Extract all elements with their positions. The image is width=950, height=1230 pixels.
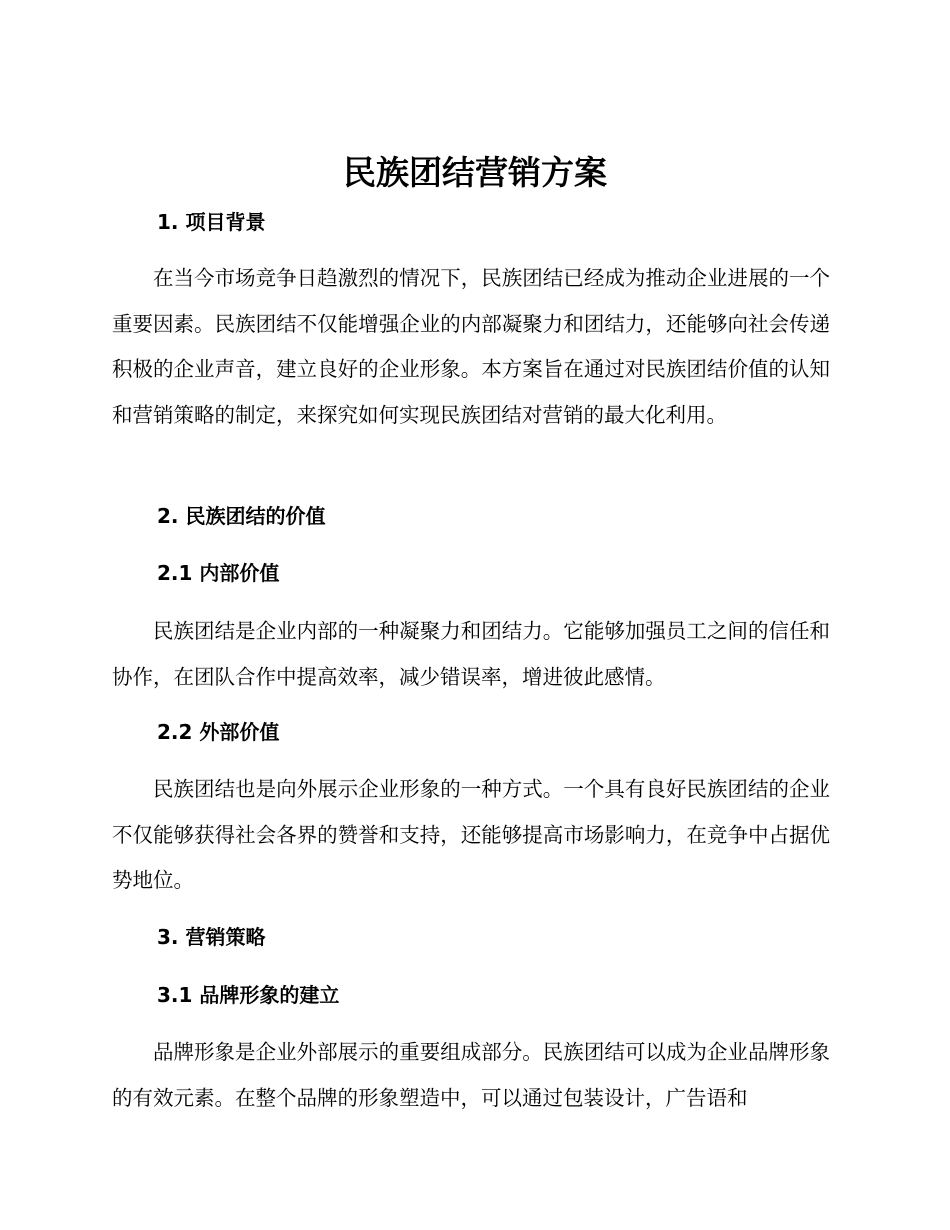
paragraph-internal-value: 民族团结是企业内部的一种凝聚力和团结力。它能够加强员工之间的信任和协作，在团队合作中提高效率，减少错误率，增进彼此感情。 <box>112 619 830 689</box>
paragraph-project-background: 在当今市场竞争日趋激烈的情况下，民族团结已经成为推动企业进展的一个重要因素。民族团结不仅能增强企业的内部凝聚力和团结力，还能够向社会传递积极的企业声音，建立良好的企业形象。本方案旨在通过对民族团结价值的认知和营销策略的制定，来探究如何实现民族团结对营销的最大化利用。 <box>112 266 830 427</box>
page-title: 民族团结营销方案 <box>343 153 607 192</box>
section-heading-value: 2. 民族团结的价值 <box>157 504 326 528</box>
section-heading-marketing-strategy: 3. 营销策略 <box>157 925 266 949</box>
paragraph-external-value: 民族团结也是向外展示企业形象的一种方式。一个具有良好民族团结的企业不仅能够获得社会各界的赞誉和支持，还能够提高市场影响力，在竞争中占据优势地位。 <box>112 777 830 892</box>
section-heading-project-background: 1. 项目背景 <box>157 210 266 234</box>
section-heading-internal-value: 2.1 内部价值 <box>157 561 280 585</box>
section-heading-external-value: 2.2 外部价值 <box>157 720 280 744</box>
section-heading-brand-image: 3.1 品牌形象的建立 <box>157 983 340 1007</box>
paragraph-brand-image: 品牌形象是企业外部展示的重要组成部分。民族团结可以成为企业品牌形象的有效元素。在整个品牌的形象塑造中，可以通过包装设计，广告语和 <box>112 1040 830 1110</box>
